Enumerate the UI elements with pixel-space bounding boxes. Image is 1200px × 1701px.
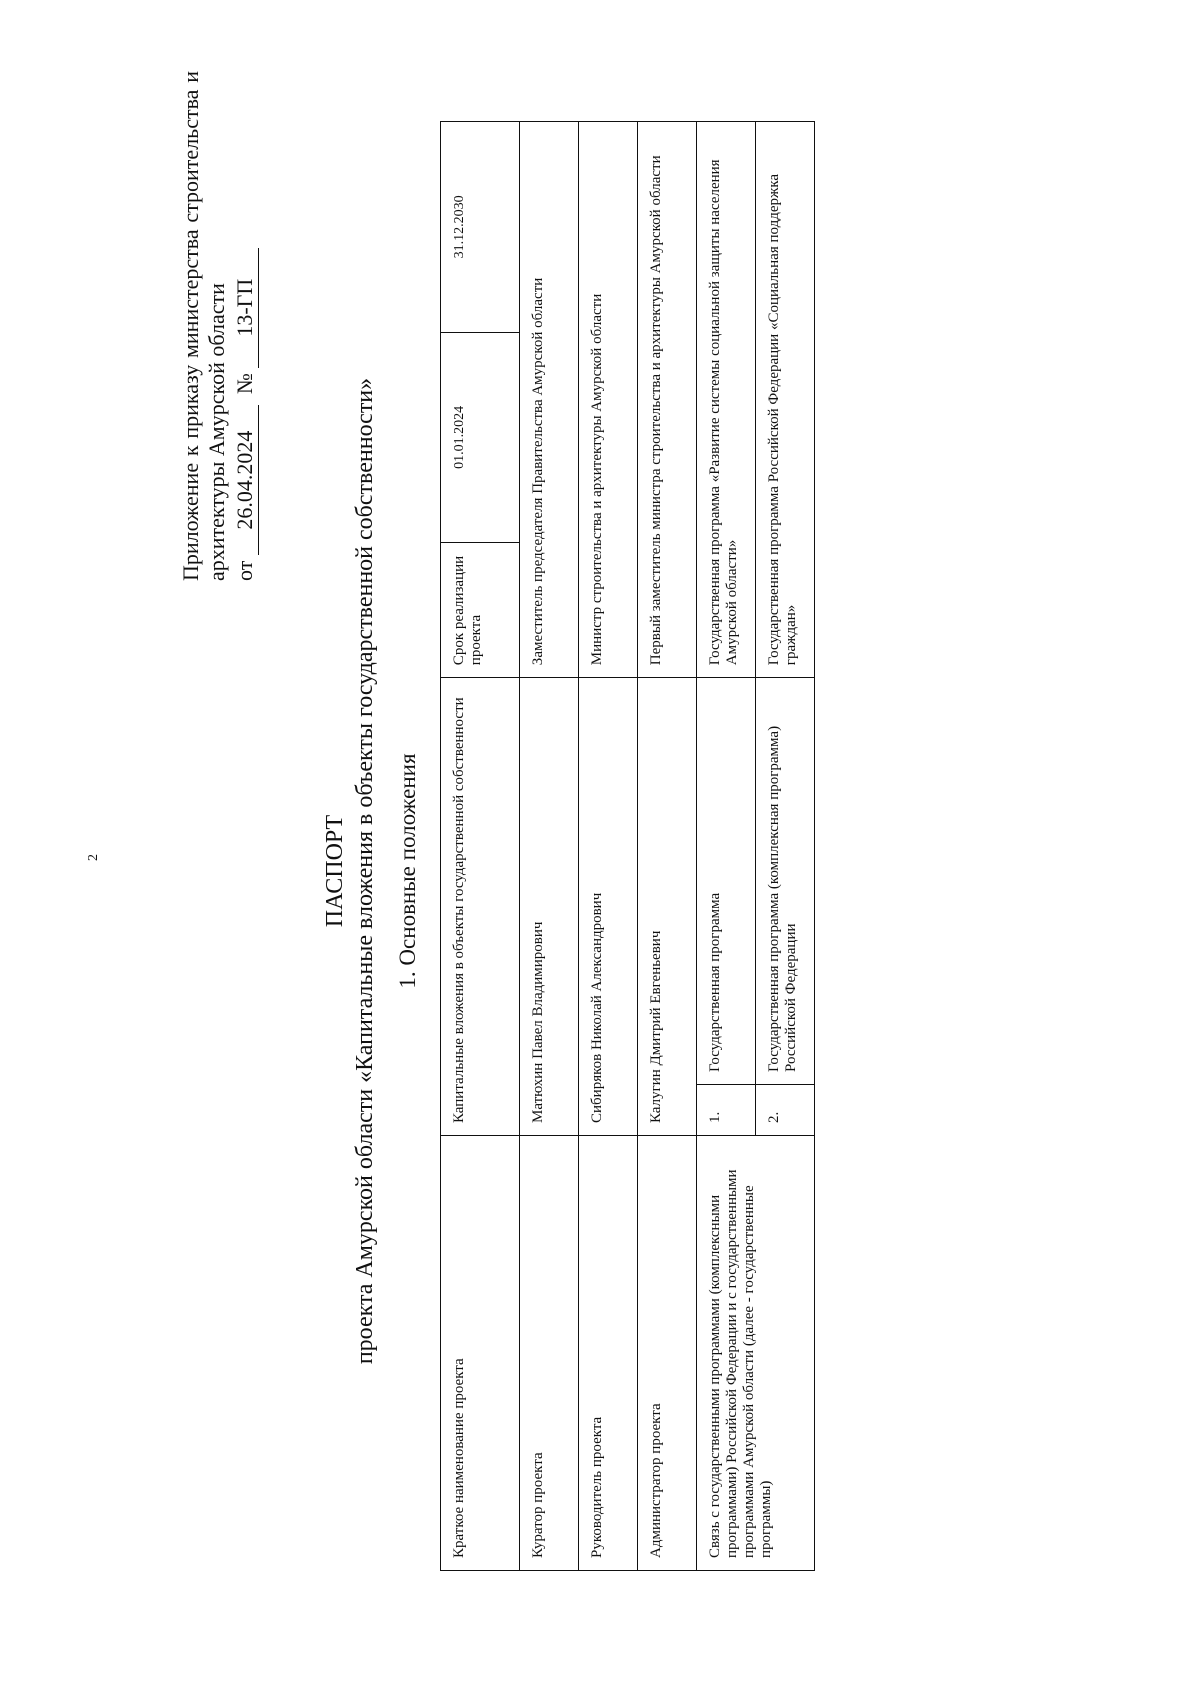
link-2-name: Государственная программа Российской Федерации «Социальная поддержка граждан» (756, 122, 815, 678)
link-label: Связь с государственными программами (комплексными программами) Российской Федерации и с государственными программами Амурской области (далее - государственные программы) (697, 1136, 815, 1571)
annex-date-line (232, 71, 259, 581)
head-position: Министр строительства и архитектуры Амурской области (579, 122, 638, 678)
table-row-head (579, 122, 638, 1571)
title-line-1: ПАСПОРТ (322, 814, 348, 928)
short-name-label: Краткое наименование проекта (441, 1136, 520, 1571)
curator-name: Матюхин Павел Владимирович (520, 678, 579, 1136)
table-row-short-name (441, 122, 520, 1571)
link-1-num: 1. (697, 1085, 756, 1136)
admin-position: Первый заместитель министра строительства и архитектуры Амурской области (638, 122, 697, 678)
annex-number: 13-ГП (232, 248, 259, 368)
link-2-type: Государственная программа (комплексная программа) Российской Федерации (756, 678, 815, 1085)
link-1-type: Государственная программа (697, 678, 756, 1085)
title-line-2: проекта Амурской области «Капитальные вложения в объекты государственной собственности» (352, 377, 378, 1365)
term-end: 31.12.2030 (441, 122, 520, 333)
term-label: Срок реализации проекта (441, 543, 520, 678)
passport-table (440, 121, 815, 1571)
term-start: 01.01.2024 (441, 332, 520, 543)
short-name-value: Капитальные вложения в объекты государственной собственности (441, 678, 520, 1136)
link-2-num: 2. (756, 1085, 815, 1136)
curator-label: Куратор проекта (520, 1136, 579, 1571)
document-title (320, 321, 380, 1421)
table-row-link-1 (697, 122, 756, 1571)
admin-name: Калугин Дмитрий Евгеньевич (638, 678, 697, 1136)
link-1-name: Государственная программа «Развитие системы социальной защиты населения Амурской области» (697, 122, 756, 678)
annex-date: 26.04.2024 (232, 405, 259, 555)
annex-from-label: от (232, 560, 257, 581)
page-number: 2 (86, 854, 101, 861)
section-title: 1. Основные положения (395, 753, 420, 989)
admin-label: Администратор проекта (638, 1136, 697, 1571)
table-row-admin (638, 122, 697, 1571)
annex-number-label: № (232, 373, 257, 395)
head-name: Сибиряков Николай Александрович (579, 678, 638, 1136)
head-label: Руководитель проекта (579, 1136, 638, 1571)
curator-position: Заместитель председателя Правительства Амурской области (520, 122, 579, 678)
table-row-curator (520, 122, 579, 1571)
annex-block (178, 71, 259, 581)
annex-text: Приложение к приказу министерства строительства и архитектуры Амурской области (178, 71, 229, 581)
